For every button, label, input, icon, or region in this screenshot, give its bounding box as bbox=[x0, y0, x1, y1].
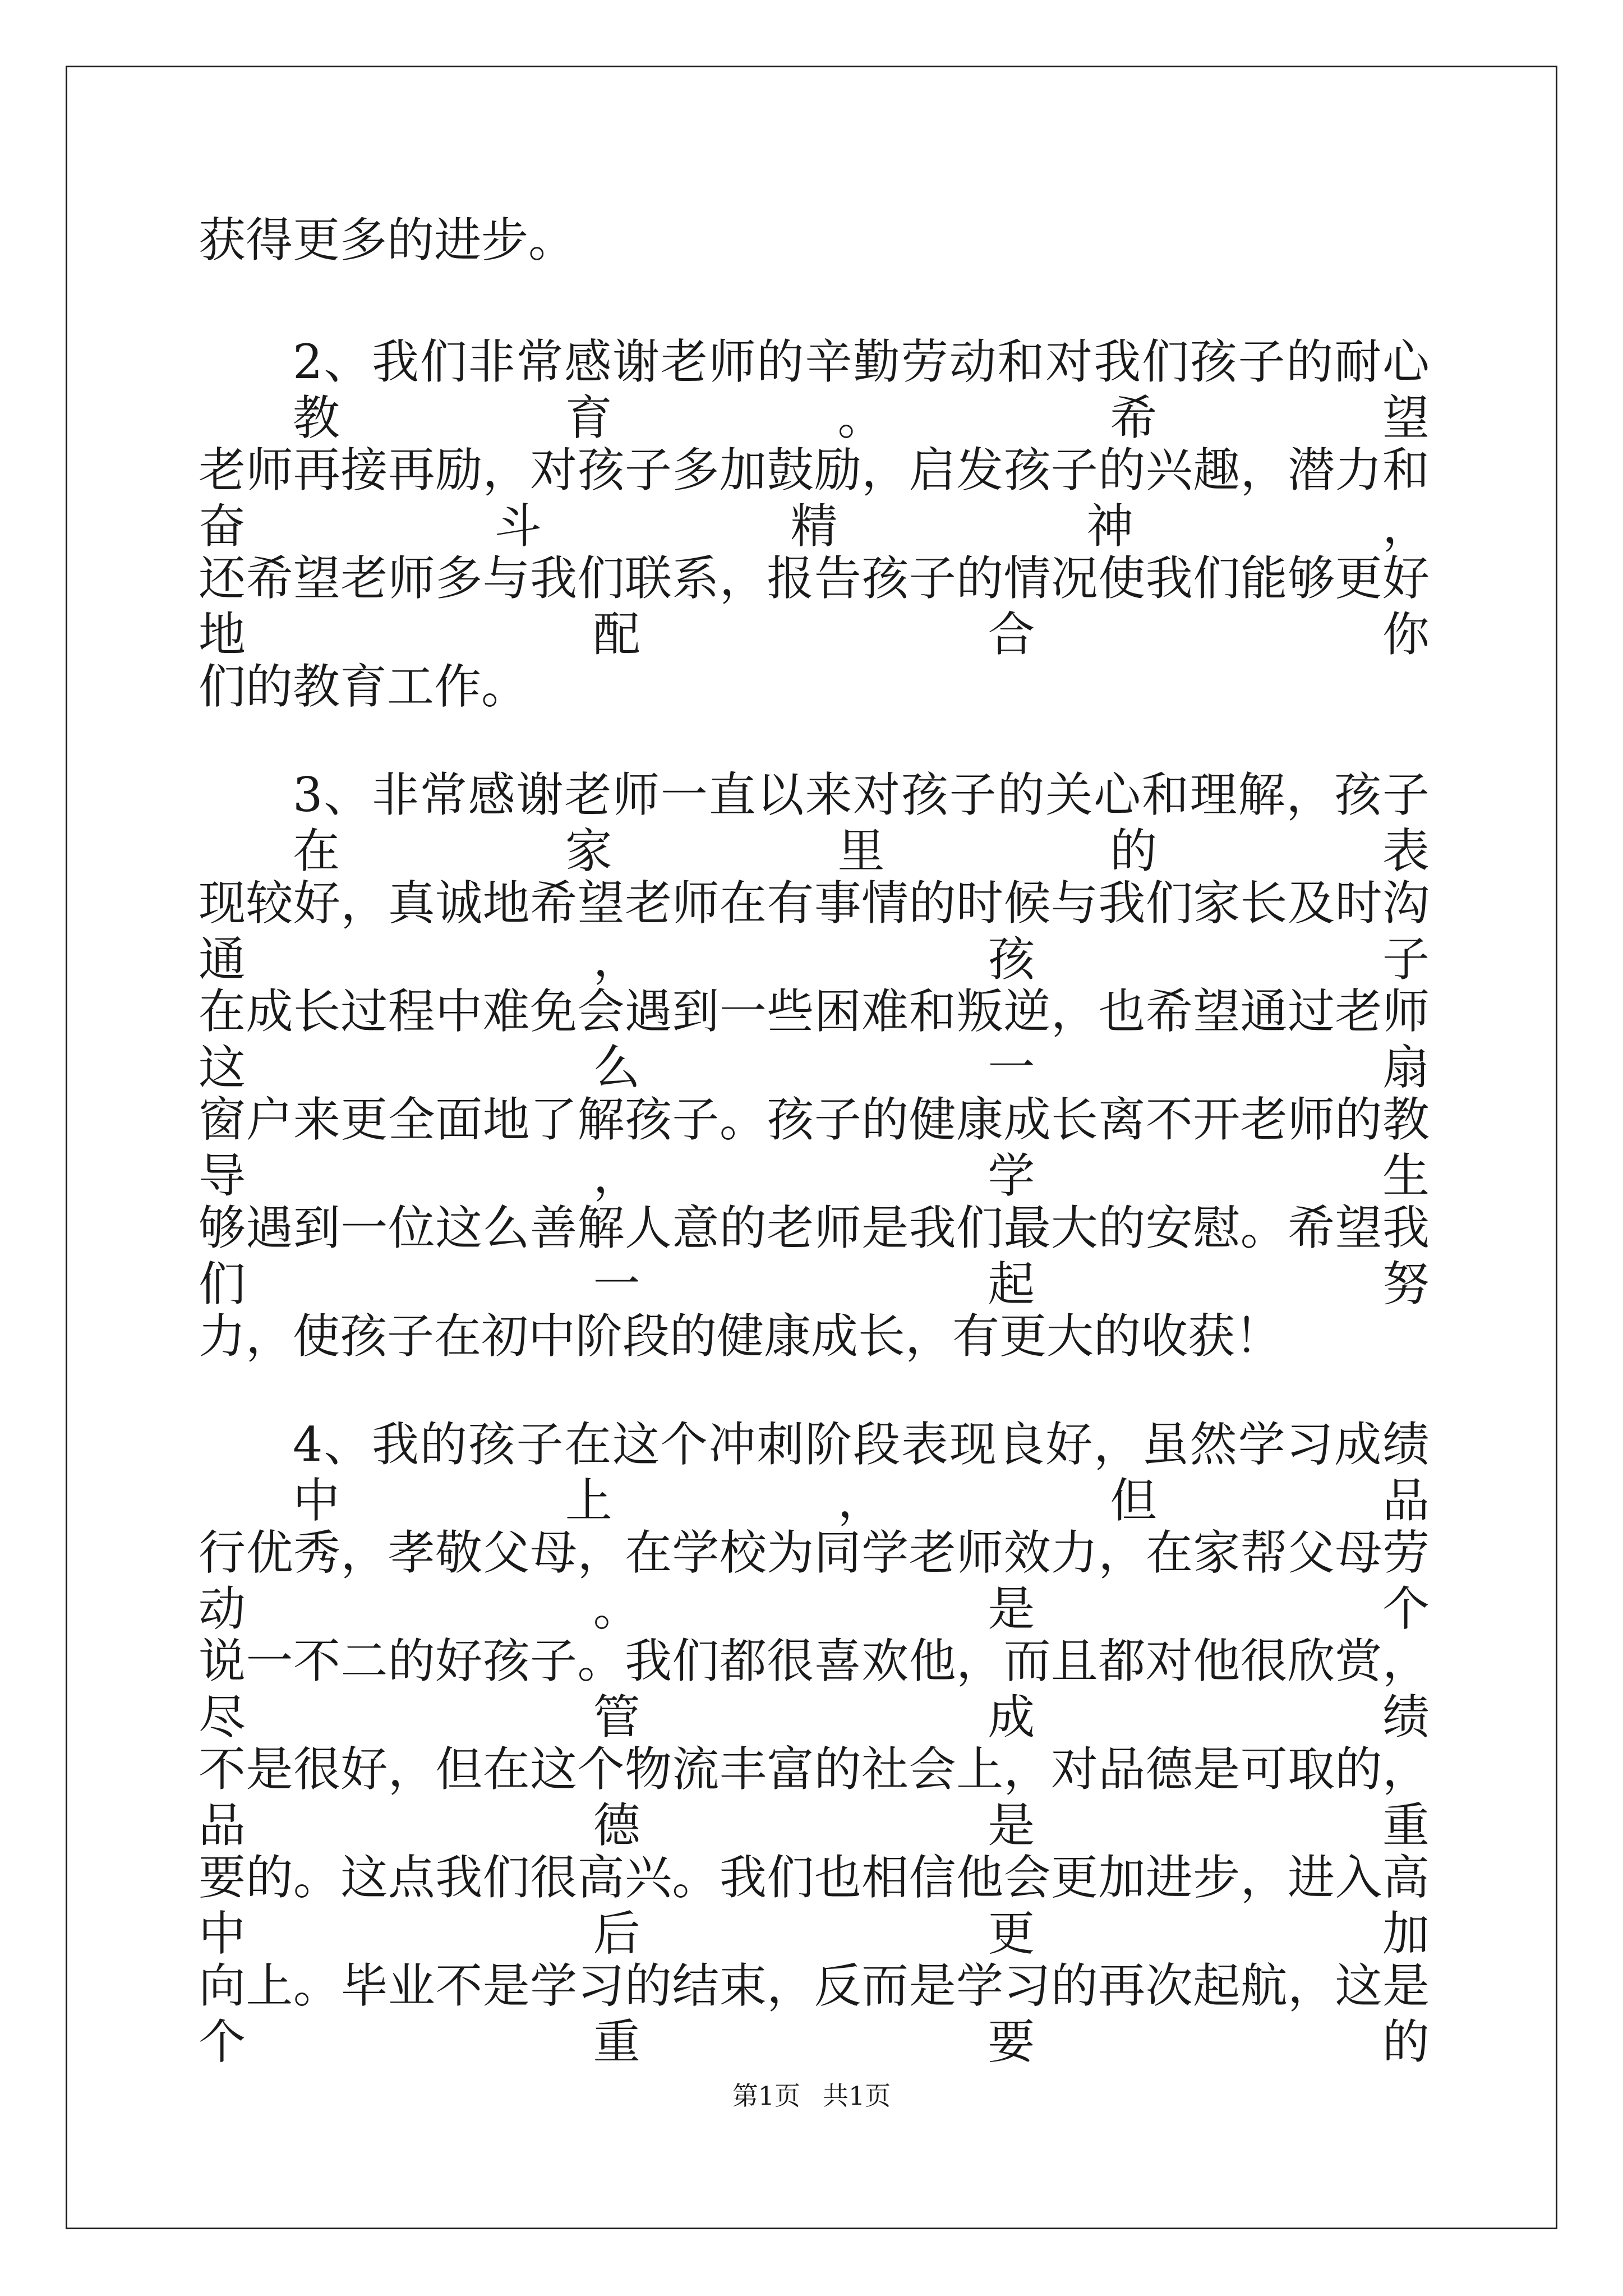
text-line: 力，使孩子在初中阶段的健康成长，有更大的收获！ bbox=[199, 1309, 1283, 1364]
text-line: 不是很好，但在这个物流丰富的社会上，对品德是可取的，品德是重 bbox=[199, 1742, 1430, 1853]
text-line: 要的。这点我们很高兴。我们也相信他会更加进步，进入高中后更加 bbox=[199, 1850, 1430, 1961]
text-line: 现较好，真诚地希望老师在有事情的时候与我们家长及时沟通，孩子 bbox=[199, 876, 1430, 987]
text-line: 4、我的孩子在这个冲刺阶段表现良好，虽然学习成绩中上，但品 bbox=[293, 1417, 1430, 1528]
text-line: 老师再接再励，对孩子多加鼓励，启发孩子的兴趣，潜力和奋斗精神， bbox=[199, 443, 1430, 554]
page-total: 共1页 bbox=[823, 2081, 891, 2111]
text-line: 够遇到一位这么善解人意的老师是我们最大的安慰。希望我们一起努 bbox=[199, 1200, 1430, 1312]
text-line: 说一不二的好孩子。我们都很喜欢他，而且都对他很欣赏，尽管成绩 bbox=[199, 1634, 1430, 1745]
text-line: 在成长过程中难免会遇到一些困难和叛逆，也希望通过老师这么一扇 bbox=[199, 984, 1430, 1095]
text-line: 向上。毕业不是学习的结束，反而是学习的再次起航，这是个重要的 bbox=[199, 1958, 1430, 2069]
text-line: 们的教育工作。 bbox=[199, 659, 529, 714]
text-line: 还希望老师多与我们联系，报告孩子的情况使我们能够更好地配合你 bbox=[199, 551, 1430, 662]
page-number: 第1页 bbox=[732, 2081, 800, 2111]
text-line: 3、非常感谢老师一直以来对孩子的关心和理解，孩子在家里的表 bbox=[293, 767, 1430, 878]
text-line: 获得更多的进步。 bbox=[199, 213, 576, 268]
text-line: 窗户来更全面地了解孩子。孩子的健康成长离不开老师的教导，学生 bbox=[199, 1092, 1430, 1203]
page-footer bbox=[0, 2079, 1623, 2113]
text-line: 行优秀，孝敬父母，在学校为同学老师效力，在家帮父母劳动。是个 bbox=[199, 1525, 1430, 1636]
text-line: 2、我们非常感谢老师的辛勤劳动和对我们孩子的耐心教育。希望 bbox=[293, 334, 1430, 445]
